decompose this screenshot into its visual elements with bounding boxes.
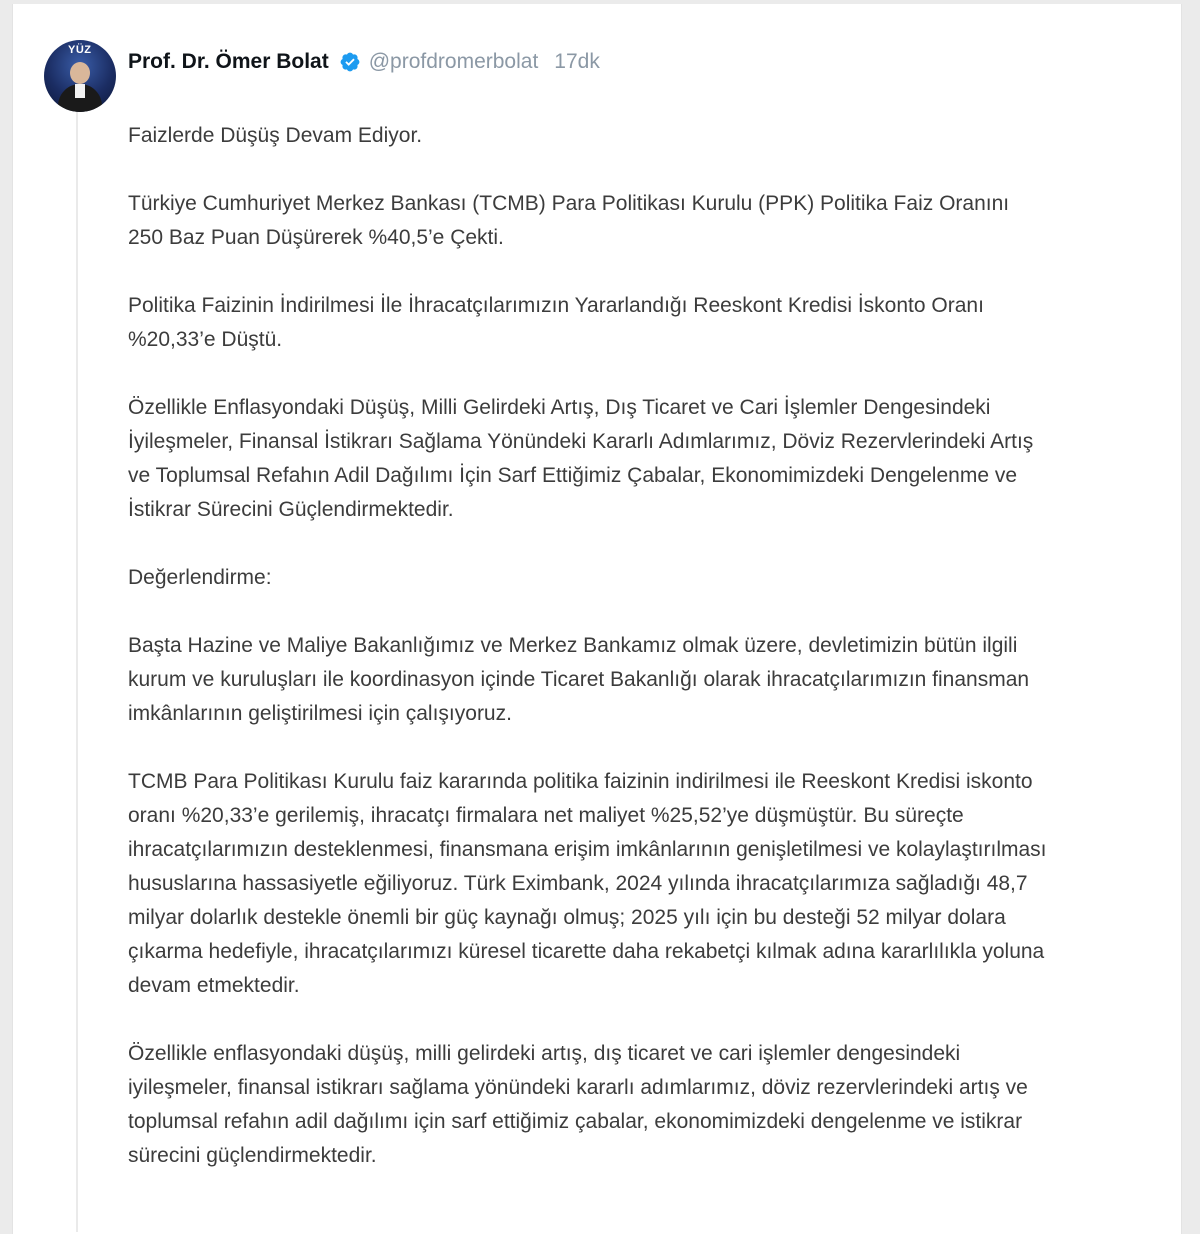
post-paragraph: Değerlendirme: <box>128 566 272 589</box>
author-handle[interactable]: @profdromerbolat <box>368 50 539 73</box>
post-paragraph: TCMB Para Politikası Kurulu faiz kararında politika faizinin indirilmesi ile Reeskont Kredisi iskonto oranı %20,33’e gerilemiş, ihracatçı firmalara net maliyet %25,52’ye düşmüştür. Bu süreçte ihracatçılarımızın desteklenmesi, finansmana erişim imkânlarının genişletilmesi ve kolaylaştırılması hususlarına hassasiyetle eğiliyoruz. Türk Eximbank, 2024 yılında ihracatçılarımıza sağladığı 48,7 milyar dolarlık destekle önemli bir güç kaynağı olmuş; 2025 yılı için bu desteği 52 milyar dolara çıkarma hedefiyle, ihracatçılarımızı küresel ticarette daha rekabetçi kılmak adına kararlılıkla yoluna devam etmektedir. <box>128 770 1047 997</box>
avatar[interactable] <box>44 40 116 112</box>
verified-badge-icon <box>339 51 361 73</box>
post-body <box>128 119 1048 1207</box>
post-paragraph: Özellikle Enflasyondaki Düşüş, Milli Gelirdeki Artış, Dış Ticaret ve Cari İşlemler Dengesindeki İyileşmeler, Finansal İstikrarı Sağlama Yönündeki Kararlı Adımlarımız, Döviz Rezervlerindeki Artış ve Toplumsal Refahın Adil Dağılımı İçin Sarf Ettiğimiz Çabalar, Ekonomimizdeki Dengelenme ve İstikrar Sürecini Güçlendirmektedir. <box>128 396 1034 521</box>
post-card <box>12 4 1182 1234</box>
post-paragraph: Politika Faizinin İndirilmesi İle İhracatçılarımızın Yararlandığı Reeskont Kredisi İskonto Oranı %20,33’e Düştü. <box>128 294 984 351</box>
post-header <box>128 46 600 78</box>
post-paragraph: Türkiye Cumhuriyet Merkez Bankası (TCMB) Para Politikası Kurulu (PPK) Politika Faiz Oranını 250 Baz Puan Düşürerek %40,5’e Çekti. <box>128 192 1010 249</box>
post-paragraph: Faizlerde Düşüş Devam Ediyor. <box>128 124 423 147</box>
avatar-badge-text: YÜZ <box>68 44 92 56</box>
avatar-collar-shape <box>75 84 85 98</box>
avatar-head-shape <box>70 62 90 84</box>
post-timestamp[interactable]: 17dk <box>554 50 600 73</box>
author-name[interactable]: Prof. Dr. Ömer Bolat <box>128 50 329 73</box>
post-paragraph: Başta Hazine ve Maliye Bakanlığımız ve Merkez Bankamız olmak üzere, devletimizin bütün ilgili kurum ve kuruluşları ile koordinasyon içinde Ticaret Bakanlığı olarak ihracatçılarımızın finansman imkânlarının geliştirilmesi için çalışıyoruz. <box>128 634 1030 725</box>
post-paragraph: Özellikle enflasyondaki düşüş, milli gelirdeki artış, dış ticaret ve cari işlemler dengesindeki iyileşmeler, finansal istikrarı sağlama yönündeki kararlı adımlarımız, döviz rezervlerindeki artış ve toplumsal refahın adil dağılımı için sarf ettiğimiz çabalar, ekonomimizdeki dengelenme ve istikrar sürecini güçlendirmektedir. <box>128 1042 1028 1167</box>
thread-line <box>76 102 78 1232</box>
